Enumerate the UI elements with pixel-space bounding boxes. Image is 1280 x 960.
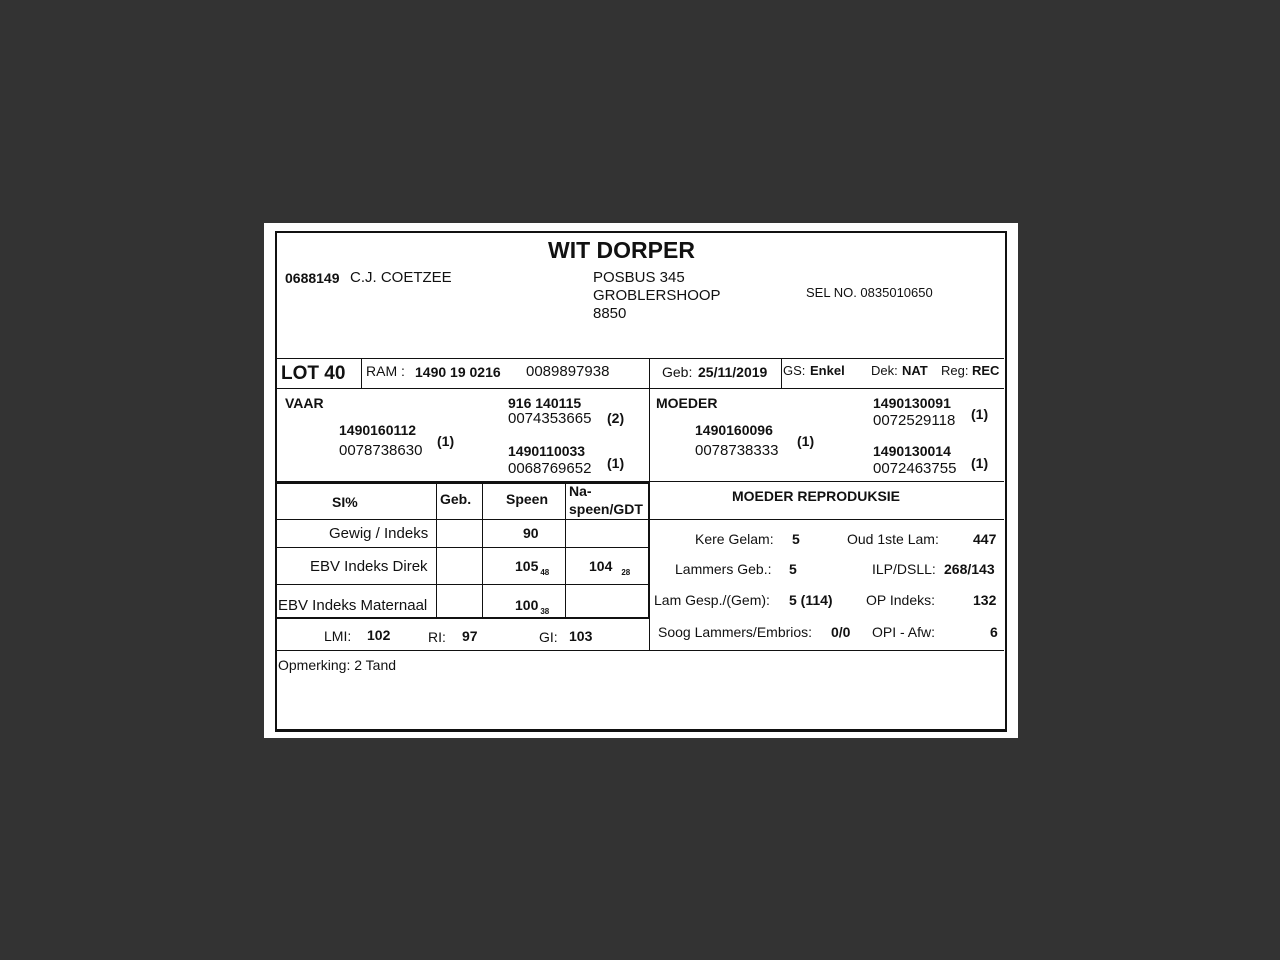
lot-number: LOT 40: [281, 363, 346, 384]
sire-dam-count: (1): [607, 455, 625, 471]
soog-value: 0/0: [831, 624, 851, 640]
row-label: EBV Indeks Direk: [310, 558, 428, 575]
si-table-right: [648, 482, 650, 619]
breeder-name: C.J. COETZEE: [350, 269, 452, 286]
ram-id: 1490 19 0216: [415, 364, 501, 380]
dam-sire-count: (1): [971, 406, 989, 422]
dam-dam-id: 1490130014: [873, 443, 951, 459]
address-line-3: 8850: [593, 305, 627, 322]
ilp-dsll-label: ILP/DSLL:: [872, 561, 936, 577]
divider: [436, 483, 437, 618]
dam-dam-reg: 0072463755: [873, 460, 957, 477]
speen-value: 100 $_{38}$: [515, 597, 550, 616]
divider: [277, 650, 1004, 651]
gs-label: GS:: [783, 363, 806, 378]
divider: [277, 547, 649, 548]
opi-afw-label: OPI - Afw:: [872, 624, 936, 640]
dek-value: NAT: [902, 363, 928, 378]
dam-reg: 0078738333: [695, 442, 779, 459]
sire-reg: 0078738630: [339, 442, 423, 459]
gi-label: GI:: [539, 629, 558, 645]
oud-1ste-lam-value: 447: [973, 531, 997, 547]
divider: [277, 519, 649, 520]
lmi-label: LMI:: [324, 628, 352, 644]
si-header: SI%: [332, 494, 358, 510]
oud-1ste-lam-label: Oud 1ste Lam:: [847, 531, 939, 547]
lmi-value: 102: [367, 627, 391, 643]
reg-label: Reg:: [941, 363, 969, 378]
sire-sire-count: (2): [607, 410, 625, 426]
naspeen-value: 104 $_{28}$: [589, 558, 631, 577]
speen-value: 90: [523, 525, 539, 541]
dam-sire-id: 1490130091: [873, 395, 951, 411]
divider: [361, 358, 362, 388]
dek-label: Dek:: [871, 363, 898, 378]
reproduction-title: MOEDER REPRODUKSIE: [732, 488, 901, 504]
ri-label: RI:: [428, 629, 446, 645]
sire-sire-reg: 0074353665: [508, 410, 592, 427]
lammers-geb-label: Lammers Geb.:: [675, 561, 772, 577]
opi-afw-value: 6: [990, 624, 998, 640]
remark: Opmerking: 2 Tand: [278, 657, 397, 673]
geb-value: 25/11/2019: [698, 364, 768, 380]
ram-reg: 0089897938: [526, 363, 610, 380]
divider: [277, 358, 1004, 359]
kere-gelam-label: Kere Gelam:: [695, 531, 774, 547]
sire-dam-reg: 0068769652: [508, 460, 592, 477]
dam-count: (1): [797, 433, 815, 449]
sire-id: 1490160112: [339, 422, 417, 438]
geb-label: Geb:: [662, 364, 693, 380]
dam-sire-reg: 0072529118: [873, 412, 956, 429]
sire-sire-id: 916 140115: [508, 395, 582, 411]
geb-header: Geb.: [440, 491, 472, 507]
sel-no: SEL NO. 0835010650: [806, 285, 933, 300]
dam-dam-count: (1): [971, 455, 989, 471]
divider: [781, 358, 782, 388]
row-label: EBV Indeks Maternaal: [278, 597, 428, 614]
speen-header: Speen: [506, 491, 549, 507]
breed-title: WIT DORPER: [548, 237, 695, 263]
lammers-geb-value: 5: [789, 561, 797, 577]
op-indeks-value: 132: [973, 592, 997, 608]
divider: [482, 483, 483, 618]
sire-dam-id: 1490110033: [508, 443, 586, 459]
divider: [650, 519, 1004, 520]
lam-gesp-label: Lam Gesp./(Gem):: [654, 592, 770, 608]
reg-value: REC: [972, 363, 1000, 378]
dam-label: MOEDER: [656, 395, 718, 411]
naspeen-header-line2: speen/GDT: [569, 501, 643, 517]
kere-gelam-value: 5: [792, 531, 800, 547]
si-table-top: [277, 482, 650, 484]
naspeen-header-line1: Na-: [569, 483, 592, 499]
ri-value: 97: [462, 628, 478, 644]
divider: [277, 388, 1004, 389]
gs-value: Enkel: [810, 363, 845, 378]
row-label: Gewig / Indeks: [329, 525, 429, 542]
gi-value: 103: [569, 628, 593, 644]
divider: [277, 584, 649, 585]
address-line-2: GROBLERSHOOP: [593, 287, 721, 304]
si-table-bottom: [277, 617, 650, 619]
sire-label: VAAR: [285, 395, 324, 411]
op-indeks-label: OP Indeks:: [866, 592, 936, 608]
lam-gesp-value: 5 (114): [789, 592, 833, 608]
soog-label: Soog Lammers/Embrios:: [658, 624, 813, 640]
breeder-number: 0688149: [285, 270, 340, 286]
dam-id: 1490160096: [695, 422, 773, 438]
ilp-dsll-value: 268/143: [944, 561, 995, 577]
address-line-1: POSBUS 345: [593, 269, 685, 286]
divider: [565, 483, 566, 618]
ram-label: RAM :: [366, 363, 405, 379]
sire-count: (1): [437, 433, 455, 449]
speen-value: 105 $_{48}$: [515, 558, 550, 577]
